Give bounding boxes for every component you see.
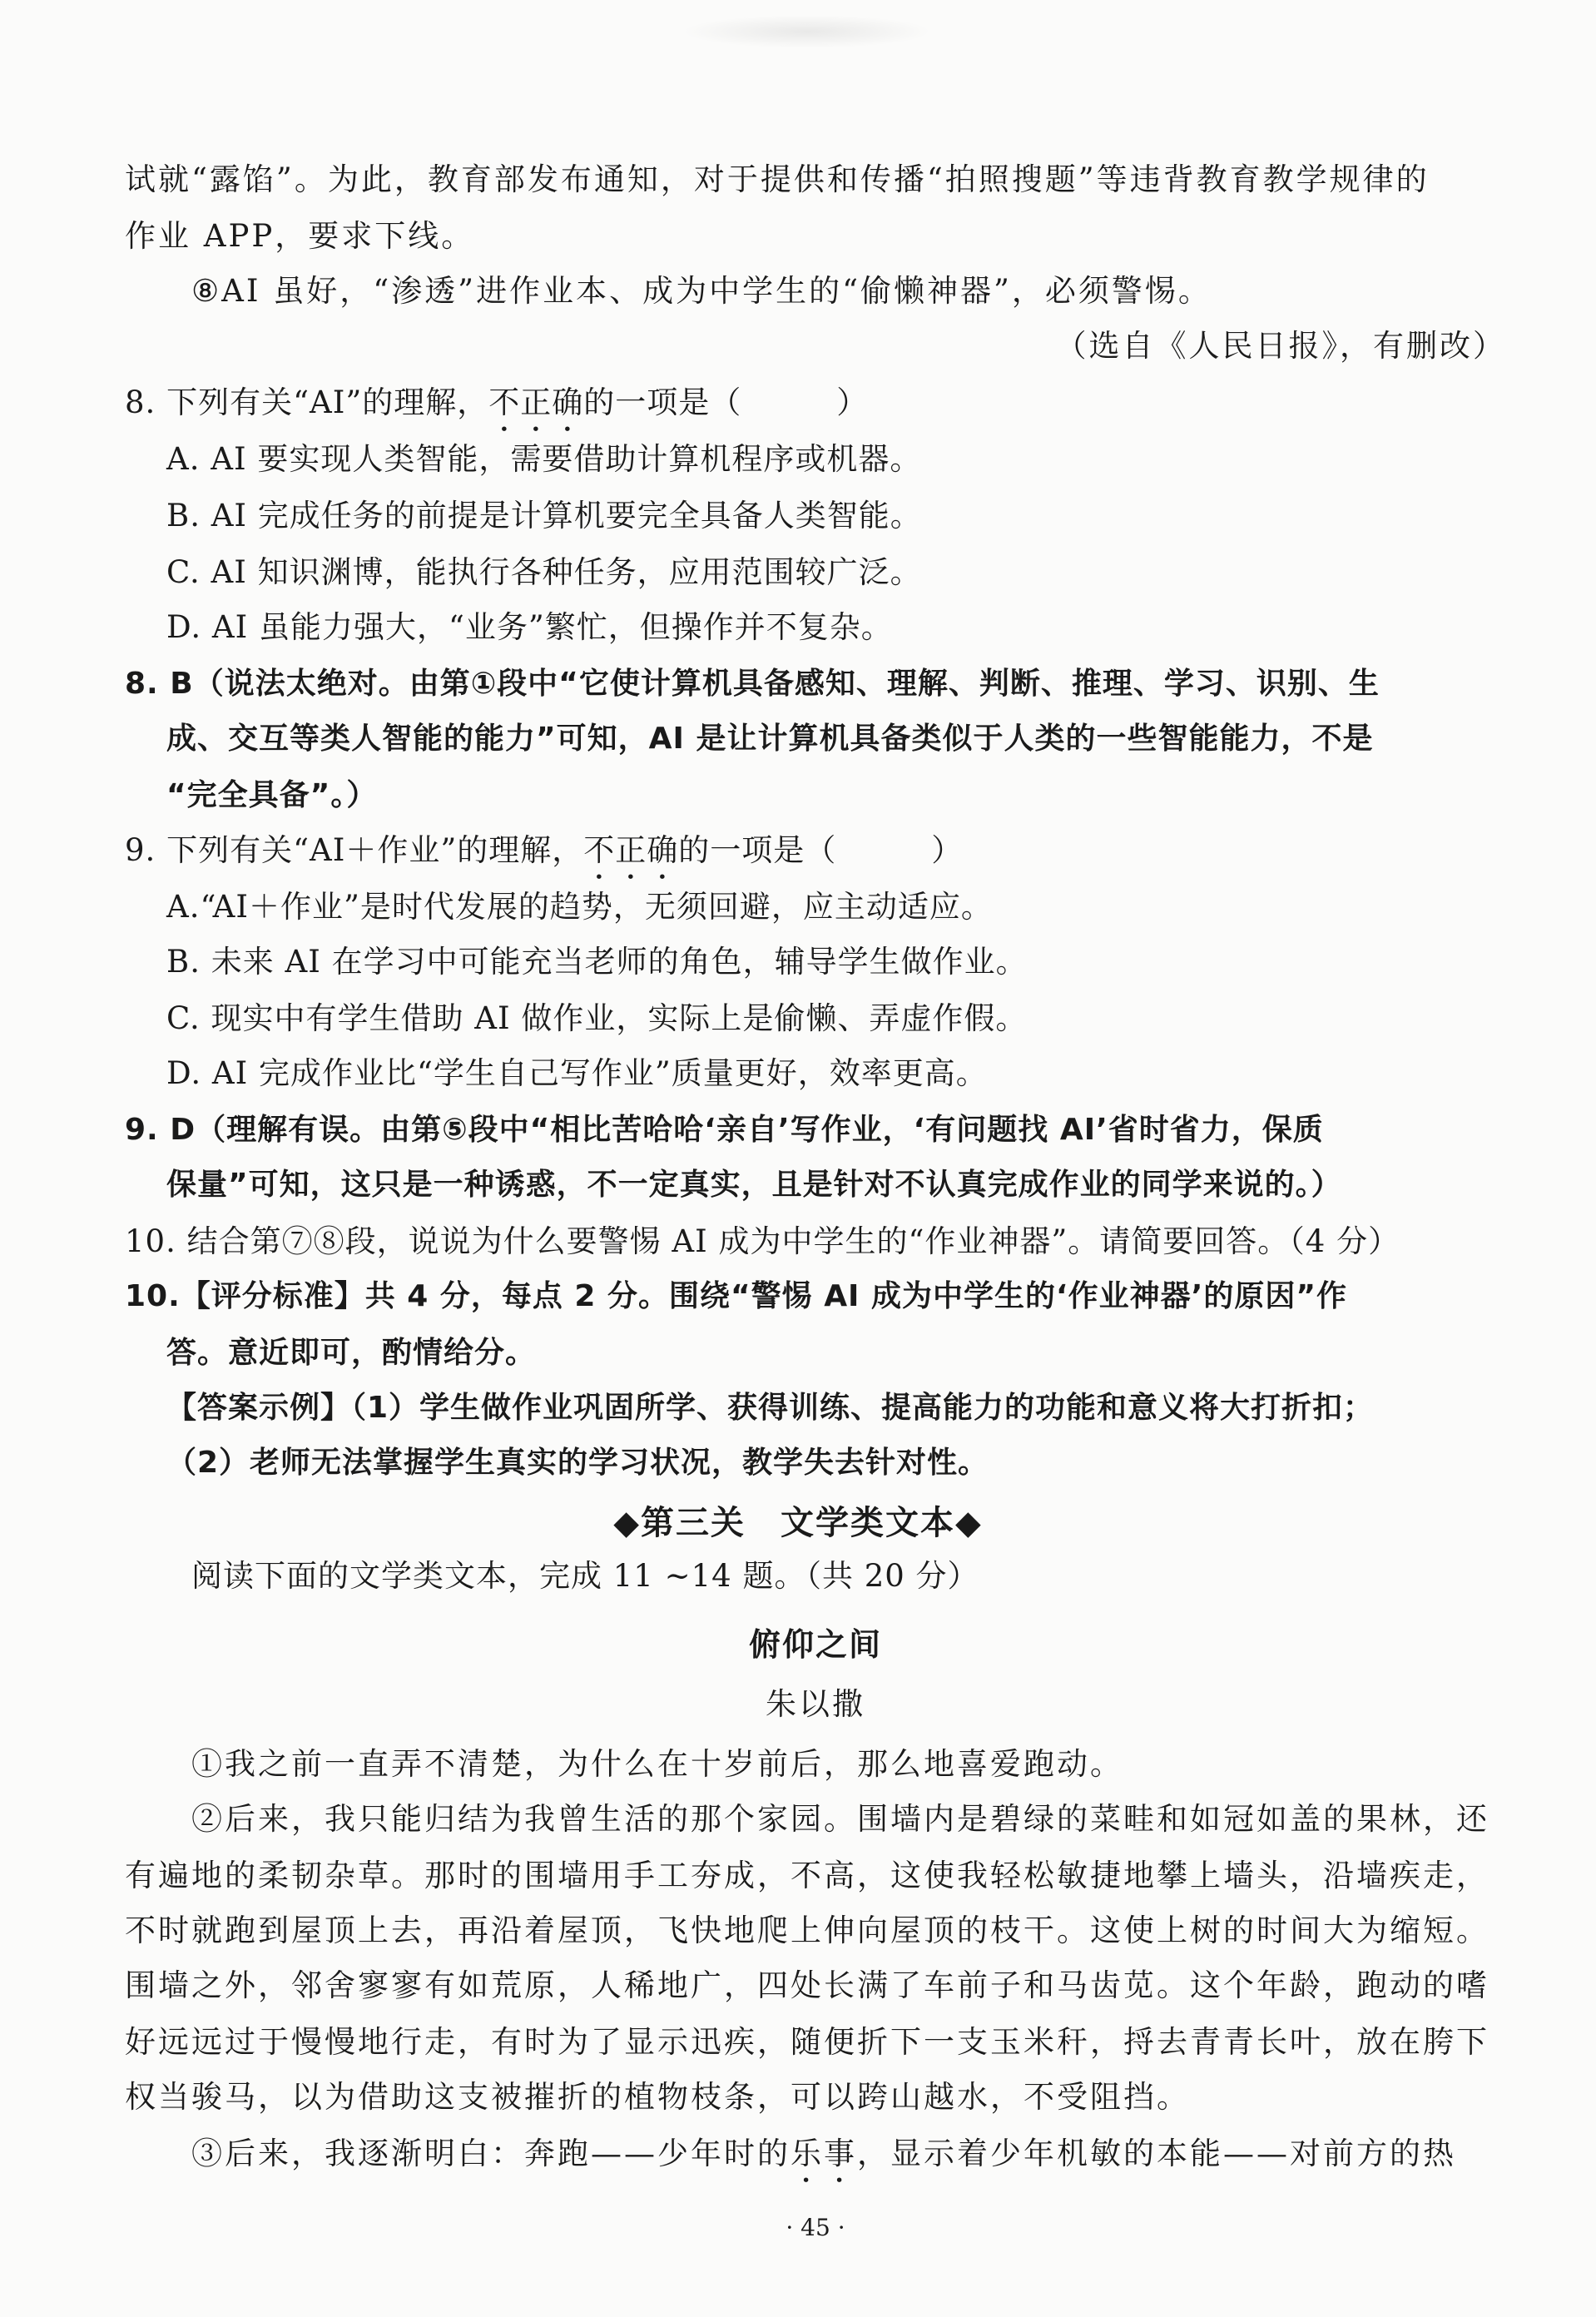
answer-8: 8. B（说法太绝对。由第①段中“它使计算机具备感知、理解、判断、推理、学习、识别、生 <box>125 667 1380 701</box>
article-author: 朱以撒 <box>766 1686 865 1722</box>
answer-8: 成、交互等类人智能的能力”可知，AI 是让计算机具备类似于人类的一些智能能力，不是 <box>166 722 1374 756</box>
paragraph-text: ③后来，我逐渐明白：奔跑——少年时的 <box>191 2136 791 2171</box>
text-line: 作业 APP，要求下线。 <box>125 218 475 254</box>
text-line: ⑧AI 虽好，“渗透”进作业本、成为中学生的“偷懒神器”，必须警惕。 <box>191 273 1212 309</box>
question-9 <box>125 829 963 886</box>
text-line: 试就“露馅”。为此，教育部发布通知，对于提供和传播“拍照搜题”等违背教育教学规律的 <box>125 161 1430 197</box>
question-9-stem-end: 的一项是（ ） <box>678 832 964 868</box>
option-d: D. AI 虽能力强大，“业务”繁忙，但操作并不复杂。 <box>166 609 893 645</box>
option-a: A.“AI＋作业”是时代发展的趋势，无须回避，应主动适应。 <box>166 889 993 925</box>
section-intro: 阅读下面的文学类文本，完成 11 ~14 题。（共 20 分） <box>191 1558 979 1594</box>
question-8 <box>125 381 868 439</box>
paragraph-line: 不时就跑到屋顶上去，再沿着屋顶，飞快地爬上伸向屋顶的枝干。这使上树的时间大为缩短。 <box>125 1913 1489 1948</box>
section-heading: ◆第三关 文学类文本◆ <box>613 1504 983 1542</box>
answer-9: 9. D（理解有误。由第⑤段中“相比苦哈哈‘亲自’写作业，‘有问题找 AI’省时省力，保质 <box>125 1113 1324 1147</box>
option-c: C. AI 知识渊博，能执行各种任务，应用范围较广泛。 <box>166 554 922 590</box>
answer-10: 【答案示例】（1）学生做作业巩固所学、获得训练、提高能力的功能和意义将大打折扣； <box>166 1391 1375 1425</box>
scan-smudge <box>682 15 932 48</box>
option-c: C. 现实中有学生借助 AI 做作业，实际上是偷懒、弄虚作假。 <box>166 1000 1028 1036</box>
option-b: B. AI 完成任务的前提是计算机要完全具备人类智能。 <box>166 498 922 533</box>
page-number: · 45 · <box>786 2214 845 2241</box>
answer-8: “完全具备”。） <box>166 778 378 812</box>
option-d: D. AI 完成作业比“学生自己写作业”质量更好，效率更高。 <box>166 1055 988 1091</box>
question-8-stem-end: 的一项是（ ） <box>583 385 869 420</box>
question-10: 10. 结合第⑦⑧段，说说为什么要警惕 AI 成为中学生的“作业神器”。请简要回答。（4 分） <box>125 1223 1400 1259</box>
question-9-stem: 9. 下列有关“AI＋作业”的理解， <box>125 832 584 868</box>
question-8-stem: 8. 下列有关“AI”的理解， <box>125 385 489 420</box>
emphasis-text: 乐事 <box>791 2136 857 2171</box>
paragraph-line: 权当骏马，以为借助这支被摧折的植物枝条，可以跨山越水，不受阻挡。 <box>125 2079 1190 2115</box>
paragraph-line: 有遍地的柔韧杂草。那时的围墙用手工夯成，不高，这使我轻松敏捷地攀上墙头，沿墙疾走， <box>125 1858 1489 1893</box>
paragraph-text: ，显示着少年机敏的本能——对前方的热 <box>857 2136 1456 2171</box>
paragraph-line <box>191 2132 1456 2190</box>
answer-9: 保量”可知，这只是一种诱惑，不一定真实，且是针对不认真完成作业的同学来说的。） <box>166 1168 1342 1202</box>
emphasis-text: 不正确 <box>583 832 679 868</box>
paragraph-line: ②后来，我只能归结为我曾生活的那个家园。围墙内是碧绿的菜畦和如冠如盖的果林，还 <box>191 1801 1489 1837</box>
article-title: 俯仰之间 <box>748 1626 882 1663</box>
paragraph-line: 好远远过于慢慢地行走，有时为了显示迅疾，随便折下一支玉米秆，捋去青青长叶，放在胯下 <box>125 2024 1489 2060</box>
answer-10: 答。意近即可，酌情给分。 <box>166 1336 537 1370</box>
paragraph-line: ①我之前一直弄不清楚，为什么在十岁前后，那么地喜爱跑动。 <box>191 1746 1123 1782</box>
answer-10: 10.【评分标准】共 4 分，每点 2 分。围绕“警惕 AI 成为中学生的‘作业神器’的原因”作 <box>125 1279 1347 1313</box>
answer-10: （2）老师无法掌握学生真实的学习状况，教学失去针对性。 <box>166 1446 989 1480</box>
option-b: B. 未来 AI 在学习中可能充当老师的角色，辅导学生做作业。 <box>166 944 1028 980</box>
option-a: A. AI 要实现人类智能，需要借助计算机程序或机器。 <box>166 441 922 477</box>
source-citation: （选自《人民日报》，有删改） <box>1055 328 1506 364</box>
paragraph-line: 围墙之外，邻舍寥寥有如荒原，人稀地广，四处长满了车前子和马齿苋。这个年龄，跑动的嗜 <box>125 1967 1489 2003</box>
emphasis-text: 不正确 <box>488 385 584 420</box>
